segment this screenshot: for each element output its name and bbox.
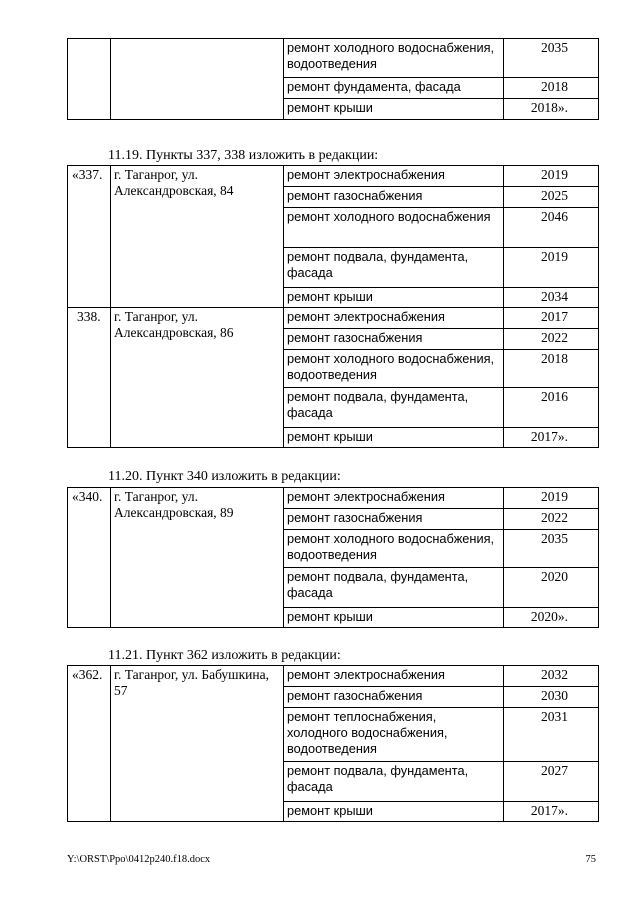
year-cell: 2017». <box>504 428 599 448</box>
address-cell <box>111 39 284 120</box>
year-cell: 2019 <box>504 488 599 509</box>
work-cell: ремонт газоснабжения <box>284 187 504 208</box>
address-cell: г. Таганрог, ул. Бабушкина, 57 <box>111 666 284 822</box>
table-item-340 <box>67 487 599 628</box>
work-cell: ремонт крыши <box>284 288 504 308</box>
item-number: «362. <box>68 666 111 822</box>
year-cell: 2027 <box>504 762 599 802</box>
work-cell: ремонт газоснабжения <box>284 329 504 350</box>
year-cell: 2017». <box>504 802 599 822</box>
year-cell: 2018 <box>504 350 599 388</box>
year-cell: 2020 <box>504 568 599 608</box>
year-cell: 2025 <box>504 187 599 208</box>
work-cell: ремонт крыши <box>284 428 504 448</box>
year-cell: 2031 <box>504 708 599 762</box>
work-cell: ремонт холодного водоснабжения <box>284 208 504 248</box>
year-cell: 2030 <box>504 687 599 708</box>
address-cell: г. Таганрог, ул. Александровская, 86 <box>111 308 284 448</box>
year-cell: 2020». <box>504 608 599 628</box>
work-cell: ремонт холодного водоснабжения, водоотведения <box>284 530 504 568</box>
year-cell: 2019 <box>504 166 599 187</box>
year-cell: 2046 <box>504 208 599 248</box>
table-item-362 <box>67 665 599 822</box>
table-items-337-338 <box>67 165 599 448</box>
item-number: «337. <box>68 166 111 308</box>
item-number: 338. <box>68 308 111 448</box>
work-cell: ремонт подвала, фундамента, фасада <box>284 762 504 802</box>
year-cell: 2022 <box>504 329 599 350</box>
section-heading: 11.20. Пункт 340 изложить в редакции: <box>108 469 341 484</box>
work-cell: ремонт электроснабжения <box>284 166 504 187</box>
work-cell: ремонт крыши <box>284 608 504 628</box>
work-cell: ремонт газоснабжения <box>284 509 504 530</box>
year-cell: 2035 <box>504 530 599 568</box>
year-cell: 2016 <box>504 388 599 428</box>
address-cell: г. Таганрог, ул. Александровская, 89 <box>111 488 284 628</box>
item-number <box>68 39 111 120</box>
year-cell: 2034 <box>504 288 599 308</box>
year-cell: 2017 <box>504 308 599 329</box>
year-cell: 2022 <box>504 509 599 530</box>
footer-page-number: 75 <box>585 854 596 865</box>
work-cell: ремонт электроснабжения <box>284 488 504 509</box>
year-cell: 2019 <box>504 248 599 288</box>
work-cell: ремонт электроснабжения <box>284 666 504 687</box>
year-cell: 2018». <box>504 99 599 120</box>
footer-file-path: Y:\ORST\Ppo\0412p240.f18.docx <box>67 854 211 865</box>
work-cell: ремонт подвала, фундамента, фасада <box>284 568 504 608</box>
work-cell: ремонт газоснабжения <box>284 687 504 708</box>
table-continuation <box>67 38 599 120</box>
work-cell: ремонт холодного водоснабжения, водоотведения <box>284 350 504 388</box>
year-cell: 2032 <box>504 666 599 687</box>
section-heading: 11.21. Пункт 362 изложить в редакции: <box>108 648 341 663</box>
work-cell: ремонт холодного водоснабжения, водоотведения <box>284 39 504 78</box>
year-cell: 2018 <box>504 78 599 99</box>
work-cell: ремонт подвала, фундамента, фасада <box>284 388 504 428</box>
address-cell: г. Таганрог, ул. Александровская, 84 <box>111 166 284 308</box>
section-heading: 11.19. Пункты 337, 338 изложить в редакции: <box>108 148 379 163</box>
work-cell: ремонт фундамента, фасада <box>284 78 504 99</box>
work-cell: ремонт подвала, фундамента, фасада <box>284 248 504 288</box>
item-number: «340. <box>68 488 111 628</box>
work-cell: ремонт теплоснабжения, холодного водоснабжения, водоотведения <box>284 708 504 762</box>
work-cell: ремонт крыши <box>284 99 504 120</box>
work-cell: ремонт крыши <box>284 802 504 822</box>
year-cell: 2035 <box>504 39 599 78</box>
work-cell: ремонт электроснабжения <box>284 308 504 329</box>
